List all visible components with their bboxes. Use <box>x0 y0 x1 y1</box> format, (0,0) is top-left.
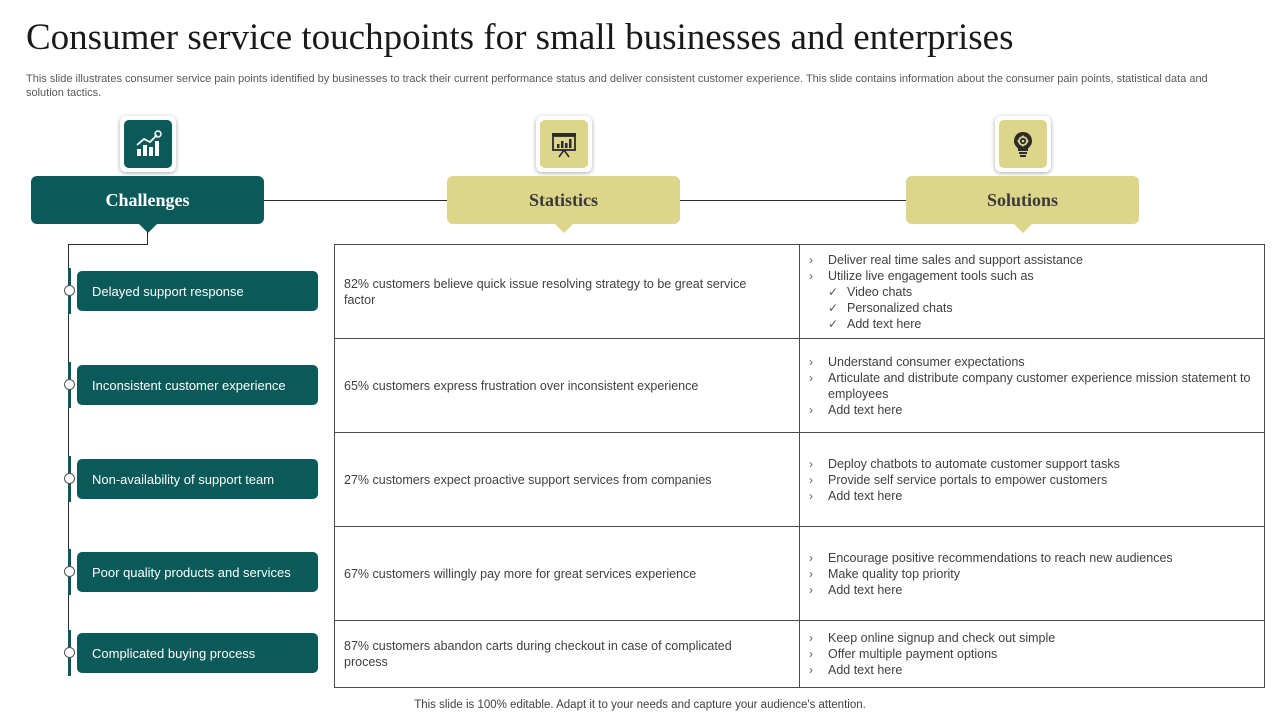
chevron-right-icon: › <box>809 631 813 645</box>
checkmark-icon: ✓ <box>828 300 839 315</box>
chevron-right-icon: › <box>809 663 813 677</box>
chevron-right-icon: › <box>809 582 813 597</box>
timeline-dot <box>64 379 75 390</box>
growth-chart-icon <box>133 129 163 159</box>
solution-subitem: ✓ Personalized chats <box>828 300 953 315</box>
solution-item: › Utilize live engagement tools such as <box>809 268 1034 283</box>
solutions-header: Solutions <box>906 176 1139 224</box>
solution-cell <box>800 621 1265 688</box>
chevron-right-icon: › <box>809 472 813 487</box>
table-row <box>335 527 1265 621</box>
chevron-right-icon: › <box>809 252 813 267</box>
solution-item: › Deploy chatbots to automate customer support tasks <box>809 456 1120 471</box>
chevron-right-icon: › <box>809 354 813 369</box>
challenge-item: Inconsistent customer experience <box>77 365 318 405</box>
challenges-header: Challenges <box>31 176 264 224</box>
challenge-item: Non-availability of support team <box>77 459 318 499</box>
table-row <box>335 433 1265 527</box>
solution-item: › Provide self service portals to empower customers <box>809 472 1108 487</box>
chevron-right-icon: › <box>809 550 813 565</box>
chevron-right-icon: › <box>809 402 813 417</box>
statistics-header: Statistics <box>447 176 680 224</box>
checkmark-icon: ✓ <box>828 284 839 299</box>
solution-item: › Keep online signup and check out simple <box>809 631 1056 645</box>
statistic-cell: 82% customers believe quick issue resolving strategy to be great service factor <box>335 245 800 339</box>
solutions-icon-box <box>995 116 1051 172</box>
solution-cell <box>800 339 1265 433</box>
solution-item: › Encourage positive recommendations to reach new audiences <box>809 550 1173 565</box>
challenge-item: Poor quality products and services <box>77 552 318 592</box>
chevron-right-icon: › <box>809 268 813 283</box>
solution-subitem: ✓ Add text here <box>828 316 922 331</box>
challenge-item: Complicated buying process <box>77 633 318 673</box>
solution-cell <box>800 527 1265 621</box>
chevron-right-icon: › <box>809 370 813 385</box>
solution-cell <box>800 433 1265 527</box>
challenge-item: Delayed support response <box>77 271 318 311</box>
page-subtitle: This slide illustrates consumer service pain points identified by businesses to track their current performance status and deliver consistent customer experience. This slide contains information about the consumer pain points, statistical data and solution tactics. <box>26 73 1208 99</box>
checkmark-icon: ✓ <box>828 316 839 331</box>
solution-item: › Deliver real time sales and support assistance <box>809 252 1083 267</box>
solution-item: › Add text here <box>809 663 903 677</box>
statistic-cell: 27% customers expect proactive support services from companies <box>335 433 800 527</box>
solution-subitem: ✓ Video chats <box>828 284 913 299</box>
timeline-dot <box>64 285 75 296</box>
table-row <box>335 339 1265 433</box>
statistic-cell: 67% customers willingly pay more for great services experience <box>335 527 800 621</box>
chevron-right-icon: › <box>809 488 813 503</box>
touchpoints-table <box>334 244 1265 688</box>
presentation-board-icon <box>549 129 579 159</box>
table-row <box>335 245 1265 339</box>
timeline-dot <box>64 473 75 484</box>
solution-item: › Articulate and distribute company customer experience mission statement to employees <box>809 370 1251 401</box>
statistic-cell: 65% customers express frustration over inconsistent experience <box>335 339 800 433</box>
timeline-dot <box>64 647 75 658</box>
page-title: Consumer service touchpoints for small businesses and enterprises <box>26 17 1014 58</box>
timeline-connector <box>147 232 148 244</box>
chevron-right-icon: › <box>809 566 813 581</box>
solution-item: › Offer multiple payment options <box>809 647 998 661</box>
solution-cell <box>800 245 1265 339</box>
solution-item: › Add text here <box>809 402 903 417</box>
lightbulb-gear-icon <box>1008 129 1038 159</box>
statistics-icon-box <box>536 116 592 172</box>
chevron-right-icon: › <box>809 647 813 661</box>
timeline-connector-horizontal <box>68 244 148 245</box>
solution-item: › Add text here <box>809 582 903 597</box>
challenges-icon-box <box>120 116 176 172</box>
solution-item: › Make quality top priority <box>809 566 961 581</box>
solution-item: › Add text here <box>809 488 903 503</box>
table-row <box>335 621 1265 688</box>
footer-note: This slide is 100% editable. Adapt it to your needs and capture your audience's attention. <box>414 699 866 711</box>
statistic-cell: 87% customers abandon carts during checkout in case of complicated process <box>335 621 800 688</box>
chevron-right-icon: › <box>809 456 813 471</box>
solution-item: › Understand consumer expectations <box>809 354 1025 369</box>
timeline-dot <box>64 566 75 577</box>
